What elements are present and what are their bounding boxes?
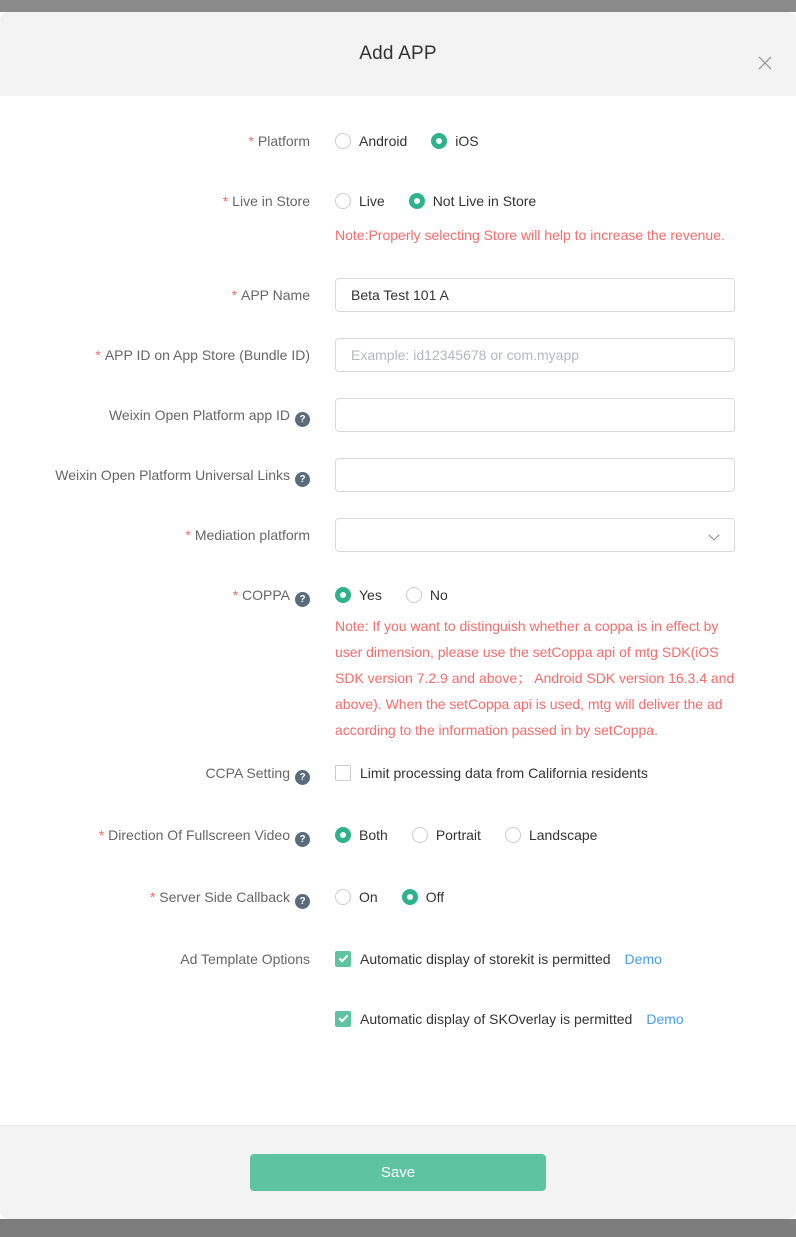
modal-title: Add APP <box>359 43 437 64</box>
platform-label: * Platform <box>248 133 310 149</box>
ad-template-label: Ad Template Options <box>180 951 310 967</box>
app-name-label: * APP Name <box>231 287 310 303</box>
app-id-label: * APP ID on App Store (Bundle ID) <box>95 347 310 363</box>
help-icon[interactable]: ? <box>295 832 310 847</box>
help-icon[interactable]: ? <box>295 472 310 487</box>
storekit-checkbox-row <box>335 949 662 969</box>
coppa-label: * COPPA ? <box>0 585 310 607</box>
radio-selected-icon <box>431 133 447 149</box>
coppa-note: Note: If you want to distinguish whether a coppa is in effect by user dimension, please use the setCoppa api of mtg SDK(iOS SDK version 7.2.9 and above； Android SDK version 16.3.4 and above). When the setCoppa api is used, mtg will deliver the ad according to the information passed in by setCoppa. <box>335 618 735 738</box>
direction-label: * Direction Of Fullscreen Video ? <box>0 825 310 847</box>
row-direction <box>0 825 796 847</box>
ccpa-checkbox[interactable] <box>335 765 351 781</box>
required-mark: * <box>231 287 237 303</box>
row-ccpa <box>0 763 796 785</box>
required-mark: * <box>222 193 229 209</box>
coppa-radio-group <box>335 585 740 605</box>
skoverlay-checkbox-label: Automatic display of SKOverlay is permitted <box>360 1011 633 1027</box>
radio-unselected-icon <box>335 193 351 209</box>
direction-option-both[interactable]: Both <box>335 827 388 843</box>
required-mark: * <box>232 587 239 603</box>
direction-option-portrait[interactable]: Portrait <box>412 827 481 843</box>
chevron-down-icon <box>708 529 719 540</box>
ccpa-checkbox-row <box>335 763 648 783</box>
row-weixin-universal-links <box>0 458 796 492</box>
modal-footer <box>0 1125 796 1219</box>
live-in-store-note: Note:Properly selecting Store will help to increase the revenue. <box>335 227 725 243</box>
radio-unselected-icon <box>335 133 351 149</box>
close-button[interactable] <box>752 50 778 76</box>
live-in-store-label: * Live in Store <box>222 193 310 209</box>
storekit-checkbox-label: Automatic display of storekit is permitted <box>360 951 611 967</box>
live-in-store-radio-group <box>335 191 740 211</box>
add-app-modal <box>0 12 796 1219</box>
row-app-name <box>0 278 796 312</box>
platform-option-ios[interactable]: iOS <box>431 133 478 149</box>
radio-unselected-icon <box>335 889 351 905</box>
help-icon[interactable]: ? <box>295 770 310 785</box>
help-icon[interactable]: ? <box>295 592 310 607</box>
direction-option-landscape[interactable]: Landscape <box>505 827 598 843</box>
platform-option-android[interactable]: Android <box>335 133 407 149</box>
direction-radio-group <box>335 825 597 845</box>
callback-option-off[interactable]: Off <box>402 889 444 905</box>
ccpa-label: CCPA Setting ? <box>0 763 310 785</box>
app-id-input[interactable] <box>335 338 735 372</box>
live-option-live[interactable]: Live <box>335 193 385 209</box>
row-live-in-store <box>0 191 796 248</box>
radio-selected-icon <box>335 587 351 603</box>
required-mark: * <box>98 827 105 843</box>
coppa-option-no[interactable]: No <box>406 587 448 603</box>
server-callback-label: * Server Side Callback ? <box>0 887 310 909</box>
save-button[interactable]: Save <box>250 1154 546 1191</box>
row-mediation-platform <box>0 518 796 552</box>
row-weixin-app-id <box>0 398 796 432</box>
required-mark: * <box>95 347 101 363</box>
row-coppa <box>0 585 796 743</box>
skoverlay-checkbox-row <box>335 1009 684 1029</box>
storekit-checkbox[interactable] <box>335 951 351 967</box>
check-icon <box>339 953 349 963</box>
row-platform <box>0 131 796 151</box>
storekit-demo-link[interactable]: Demo <box>624 951 662 967</box>
mediation-platform-select[interactable] <box>335 518 735 552</box>
coppa-option-yes[interactable]: Yes <box>335 587 382 603</box>
row-server-callback <box>0 887 796 909</box>
app-name-input[interactable] <box>335 278 735 312</box>
modal-body <box>0 96 796 1125</box>
radio-selected-icon <box>335 827 351 843</box>
close-icon <box>758 56 772 70</box>
weixin-app-id-input[interactable] <box>335 398 735 432</box>
mediation-platform-label: * Mediation platform <box>185 527 310 543</box>
weixin-universal-links-input[interactable] <box>335 458 735 492</box>
weixin-app-id-label: Weixin Open Platform app ID ? <box>0 398 310 432</box>
row-ad-template-2 <box>0 1009 796 1029</box>
row-ad-template-1 <box>0 949 796 969</box>
radio-unselected-icon <box>406 587 422 603</box>
check-icon <box>339 1013 349 1023</box>
help-icon[interactable]: ? <box>295 894 310 909</box>
required-mark: * <box>149 889 156 905</box>
skoverlay-checkbox[interactable] <box>335 1011 351 1027</box>
skoverlay-demo-link[interactable]: Demo <box>646 1011 684 1027</box>
help-icon[interactable]: ? <box>295 412 310 427</box>
browser-top-bar <box>0 0 796 12</box>
radio-unselected-icon <box>412 827 428 843</box>
weixin-universal-links-label: Weixin Open Platform Universal Links ? <box>0 458 310 492</box>
row-app-id <box>0 338 796 372</box>
required-mark: * <box>185 527 191 543</box>
callback-option-on[interactable]: On <box>335 889 378 905</box>
radio-selected-icon <box>409 193 425 209</box>
platform-radio-group <box>335 131 479 151</box>
browser-bottom-bar <box>0 1219 796 1237</box>
radio-unselected-icon <box>505 827 521 843</box>
required-mark: * <box>248 133 254 149</box>
server-callback-radio-group <box>335 887 444 907</box>
ccpa-checkbox-label: Limit processing data from California residents <box>360 765 648 781</box>
live-option-not-live[interactable]: Not Live in Store <box>409 193 537 209</box>
modal-header <box>0 12 796 96</box>
radio-selected-icon <box>402 889 418 905</box>
